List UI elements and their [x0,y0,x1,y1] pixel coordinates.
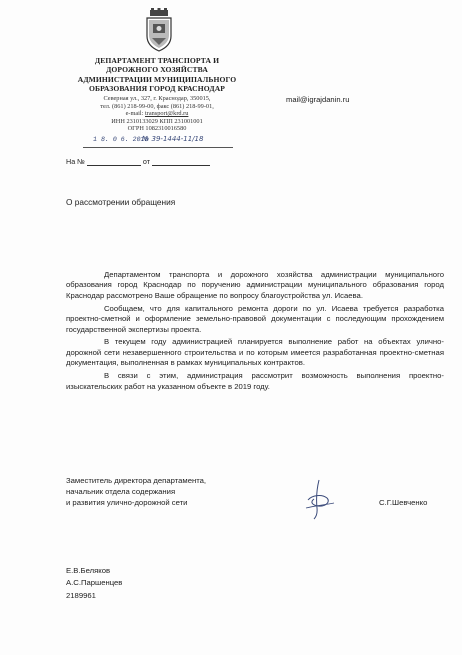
email-prefix: e-mail: [125,110,145,118]
signatory-name: С.Г.Шевченко [379,498,428,507]
outgoing-registration [83,136,233,148]
body-paragraph: Департаментом транспорта и дорожного хозяйства администрации муниципального образования город Краснодар по поручению администрации муниципального образования город Краснодар рассмотрено Ваше обращение по вопросу благоустройства ул. Исаева. [66,270,444,300]
org-line: АДМИНИСТРАЦИИ МУНИЦИПАЛЬНОГО [77,74,237,84]
inn-kpp: ИНН 2310133029 КПП 231001001 [111,117,203,125]
reference-label: На № [66,157,85,166]
outgoing-number: № 39-1444-11/18 [142,135,204,143]
organization-name [62,56,252,94]
position-line: и развития улично-дорожной сети [66,498,188,508]
letter-body [66,270,444,394]
email-link[interactable]: transport@krd.ru [145,110,189,118]
address: Северная ул., 327, г. Краснодар, 350015, [103,95,211,102]
executors [66,565,122,602]
position-line: Заместитель директора департамента, [66,476,207,485]
reference-date-blank [152,157,210,166]
body-paragraph: Сообщаем, что для капитального ремонта дороги по ул. Исаева требуется разработка проектно-сметной и оформление земельно-правовой документации с последующим прохождением государственной экспертизы проекта. [66,303,444,334]
coat-of-arms-icon [142,8,176,52]
organization-contacts [62,95,252,133]
reference-number-blank [87,157,141,166]
reference-line [66,157,210,166]
phone: тел. (861) 218-99-00, факс (861) 218-99-01, [100,102,214,110]
outgoing-date: 1 8. 0 6. 2018 [92,136,149,143]
signatory-position [66,475,206,509]
position-line: начальник отдела содержания [66,487,176,497]
executor-name: А.С.Паршенцев [66,578,123,588]
letter-subject: О рассмотрении обращения [66,197,176,207]
org-line: ДОРОЖНОГО ХОЗЯЙСТВА [106,65,208,75]
executor-phone: 2189961 [66,590,96,600]
body-paragraph: В связи с этим, администрация рассмотрит возможность выполнения проектно-изыскательских работ на указанном объекте в 2019 году. [66,371,444,391]
reference-from-label: от [142,157,151,166]
ogrn: ОГРН 1082310016580 [127,125,187,133]
org-line: ДЕПАРТАМЕНТ ТРАНСПОРТА И [94,56,220,65]
recipient-email: mail@igrajdanin.ru [286,95,350,104]
body-paragraph: В текущем году администрацией планируется выполнение работ на объектах улично-дорожной сети незавершенного строительства и по которым имеется разработанная проектно-сметная документация, выполненная в рамках муниципальных контрактов. [66,337,444,368]
handwritten-signature [300,478,338,520]
executor-name: Е.В.Беляков [66,566,111,575]
email-line [62,110,252,118]
org-line: ОБРАЗОВАНИЯ ГОРОД КРАСНОДАР [88,84,226,94]
